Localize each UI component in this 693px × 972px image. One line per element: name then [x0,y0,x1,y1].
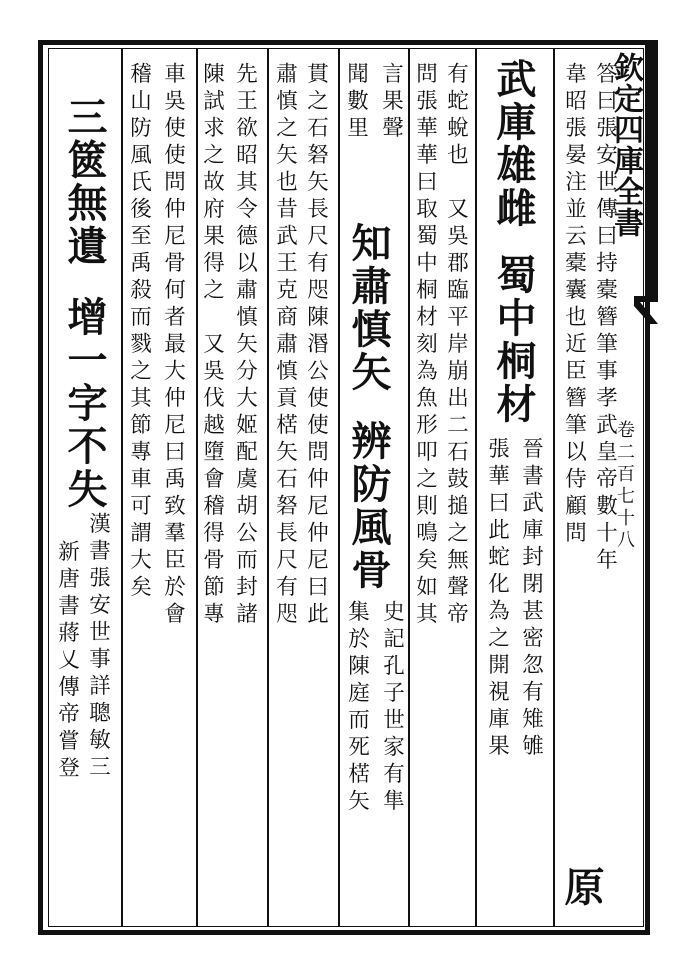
column-rule [475,48,477,927]
text-column-11: 聞數里 [343,62,369,143]
text-column-8: 有蛇蛻也 又吳郡臨平岸崩出二石鼓搥之無聲帝 [443,62,469,629]
heading-column-13: 辨防風骨 [345,420,392,592]
column-rule [267,48,269,927]
text-column-19: 陳試求之故府果得之 又吳伐越墮會稽得骨節專 [199,62,225,629]
column-rule [196,48,198,927]
text-column-24: 漢書張安世事詳聰敏三 [85,512,111,782]
column-rule [121,48,123,927]
column-rule [408,48,410,927]
fishtail-mark-icon [634,296,658,326]
column-rule [338,48,340,927]
text-column-10: 言果聲 [378,62,404,143]
heading-column-22: 三篋無遺 [61,96,108,268]
text-column-20: 車吳使使問仲尼骨何者最大仲尼曰禹致羣臣於會 [160,62,186,629]
edge-ink [650,40,658,300]
text-column-14: 史記孔子世家有隼 [379,600,405,816]
text-column-15: 集於陳庭而死楛矢 [344,600,370,816]
text-column-17: 肅慎之矢也昔武王克商肅慎貢楛矢石砮長尺有咫 [272,62,298,629]
volume-number: 卷二百七十八 [614,420,635,552]
text-column-1: 答曰張安世傳曰持橐簪筆事孝武皇帝數十年 [592,62,618,575]
text-column-16: 貫之石砮矢長尺有咫陳湣公使使問仲尼仲尼曰此 [303,62,329,629]
heading-column-3: 原 [558,866,605,909]
text-column-9: 問張華華曰取蜀中桐材刻為魚形叩之則鳴矣如其 [412,62,438,629]
collection-title: 欽定四庫全書 [608,52,643,238]
text-column-6: 晉書武庫封閉甚密忽有雉雊 [518,437,544,761]
text-column-2: 韋昭張晏注並云橐囊也近臣簪筆以侍顧問 [561,62,587,548]
heading-column-12: 知肅慎矢 [345,222,392,394]
text-column-7: 張華曰此蛇化為之開視庫果 [484,437,510,761]
text-column-21: 稽山防風氏後至禹殺而戮之其節專車可謂大矣 [126,62,152,602]
heading-column-23: 增一字不失 [61,296,108,511]
text-column-25: 新唐書蔣乂傳帝嘗登 [54,540,80,783]
column-rule [553,48,555,927]
heading-column-4: 武庫雄雌 [490,58,537,230]
text-column-18: 先王欲昭其令德以肅慎矢分大姬配虞胡公而封諸 [232,62,258,629]
heading-column-5: 蜀中桐材 [490,254,537,426]
